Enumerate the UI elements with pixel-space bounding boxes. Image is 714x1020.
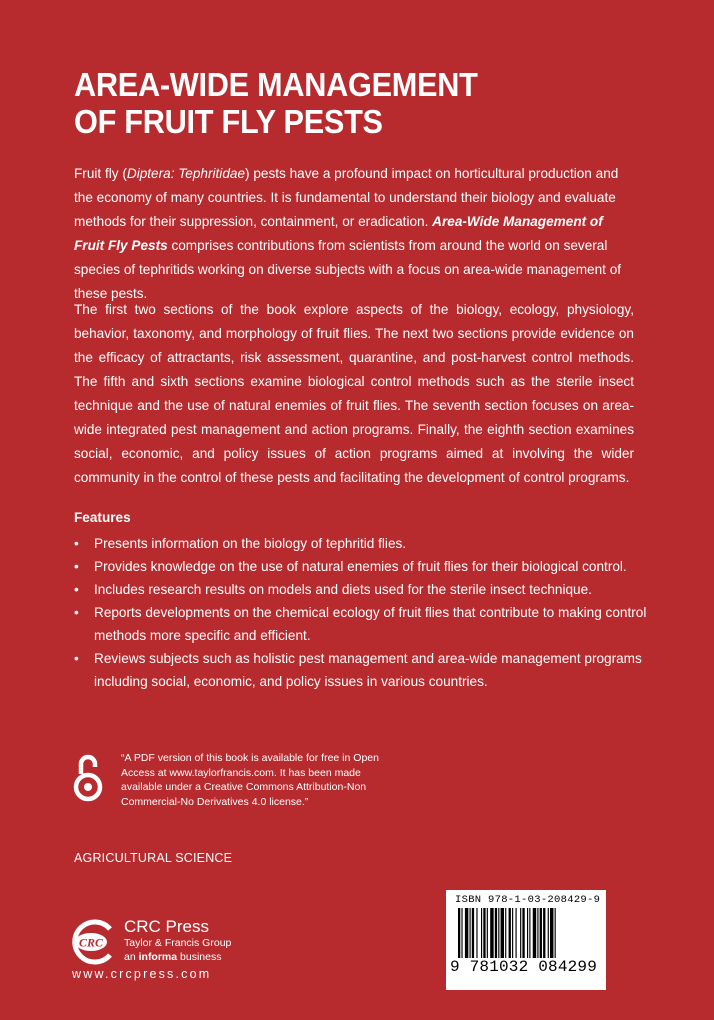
feature-item bbox=[74, 555, 654, 578]
book-title bbox=[74, 66, 632, 140]
barcode-bar bbox=[522, 908, 524, 958]
book-title-line-2: OF FRUIT FLY PESTS bbox=[74, 103, 383, 140]
bullet-icon: • bbox=[74, 559, 79, 574]
business-prefix: an bbox=[124, 951, 139, 963]
feature-item bbox=[74, 647, 654, 693]
barcode-bar bbox=[495, 908, 497, 958]
p1-taxon: Diptera: Tephritidae bbox=[126, 166, 246, 181]
features-list bbox=[74, 532, 654, 693]
barcode-bar bbox=[490, 908, 493, 958]
bullet-icon: • bbox=[74, 651, 79, 666]
crc-press-logo-icon bbox=[66, 919, 116, 965]
p1-text-a: Fruit fly ( bbox=[74, 166, 127, 181]
barcode-bar bbox=[487, 908, 488, 958]
publisher-name: CRC Press bbox=[124, 917, 210, 936]
subject-category: AGRICULTURAL SCIENCE bbox=[74, 851, 233, 865]
barcode-bar bbox=[516, 908, 517, 958]
feature-item bbox=[74, 601, 654, 647]
barcode-bar bbox=[481, 908, 482, 958]
open-access-lock-icon bbox=[72, 752, 104, 802]
barcode-bar bbox=[461, 908, 462, 958]
publisher-business bbox=[124, 951, 221, 964]
isbn-number: 9 781032 084299 bbox=[450, 958, 598, 976]
barcode-bar bbox=[472, 908, 474, 958]
bullet-icon: • bbox=[74, 582, 79, 597]
description-paragraph-2: The first two sections of the book explore aspects of the biology, ecology, physiology, behavior, taxonomy, and morphology of fruit flies. The next two sections provide evidence on the efficacy of attractants, risk assessment, quarantine, and post-harvest control methods. The fifth and sixth sections examine biological control methods such as the sterile insect technique and the use of natural enemies of fruit flies. The seventh section focuses on area-wide integrated pest management and action programs. Finally, the eighth section examines social, economic, and policy issues of action programs aimed at involving the wider community in the control of these pests and facilitating the development of control programs. bbox=[74, 302, 634, 485]
bullet-icon: • bbox=[74, 536, 79, 551]
barcode-bar bbox=[458, 908, 460, 958]
barcode-bar bbox=[527, 908, 528, 958]
business-suffix: business bbox=[177, 951, 222, 963]
barcode-bar bbox=[533, 908, 536, 958]
book-title-line-1: AREA-WIDE MANAGEMENT bbox=[74, 66, 478, 103]
feature-text: Provides knowledge on the use of natural enemies of fruit flies for their biological control. bbox=[94, 559, 627, 574]
barcode-bar bbox=[548, 908, 549, 958]
barcode-bar bbox=[555, 908, 556, 958]
barcode-bar bbox=[476, 908, 477, 958]
feature-text: Presents information on the biology of tephritid flies. bbox=[94, 536, 407, 551]
isbn-label: ISBN 978-1-03-208429-9 bbox=[455, 894, 601, 906]
barcode-bar bbox=[543, 908, 545, 958]
p1-book-title: Area-Wide Management of Fruit Fly Pests bbox=[74, 214, 603, 253]
barcode-bar bbox=[483, 908, 485, 958]
feature-item bbox=[74, 532, 654, 555]
feature-item bbox=[74, 578, 654, 601]
barcode-bar bbox=[470, 908, 471, 958]
feature-text: Reviews subjects such as holistic pest management and area-wide management programs including social, economic, and policy issues in various countries. bbox=[94, 651, 642, 689]
p1-text-c: comprises contributions from scientists from around the world on several species of tephritids working on diverse subjects with a focus on area-wide management of these pests. bbox=[74, 238, 622, 301]
feature-text: Reports developments on the chemical ecology of fruit flies that contribute to making control methods more specific and efficient. bbox=[94, 605, 647, 643]
features-heading: Features bbox=[74, 510, 131, 525]
open-access-notice: “A PDF version of this book is available for free in Open Access at www.taylorfrancis.com. It has been made available under a Creative Commons Attribution-Non Commercial-No Derivatives 4.0 license.” bbox=[121, 752, 379, 808]
business-name: informa bbox=[138, 951, 178, 963]
barcode-bar bbox=[540, 908, 542, 958]
barcode-bar bbox=[465, 908, 468, 958]
barcode-bar bbox=[512, 908, 513, 958]
description-paragraph-1 bbox=[74, 162, 634, 306]
barcode-bar bbox=[501, 908, 504, 958]
barcode-bars bbox=[458, 908, 594, 960]
barcode-bar bbox=[498, 908, 499, 958]
barcode-bar bbox=[537, 908, 538, 958]
publisher-group: Taylor & Francis Group bbox=[124, 937, 232, 949]
isbn-barcode bbox=[446, 890, 606, 990]
feature-text: Includes research results on models and diets used for the sterile insect technique. bbox=[94, 582, 592, 597]
barcode-bar bbox=[550, 908, 553, 958]
crc-logo-text: CRC bbox=[78, 935, 104, 950]
barcode-bar bbox=[529, 908, 530, 958]
barcode-bar bbox=[505, 908, 506, 958]
p1-text-b: ) pests have a profound impact on horticultural production and the economy of many countries. It is fundamental to understand their biology and evaluate methods for their suppression, containment, or eradication. bbox=[74, 166, 619, 229]
barcode-bar bbox=[509, 908, 511, 958]
bullet-icon: • bbox=[74, 605, 79, 620]
publisher-website: www.crcpress.com bbox=[72, 967, 212, 981]
barcode-bar bbox=[520, 908, 521, 958]
